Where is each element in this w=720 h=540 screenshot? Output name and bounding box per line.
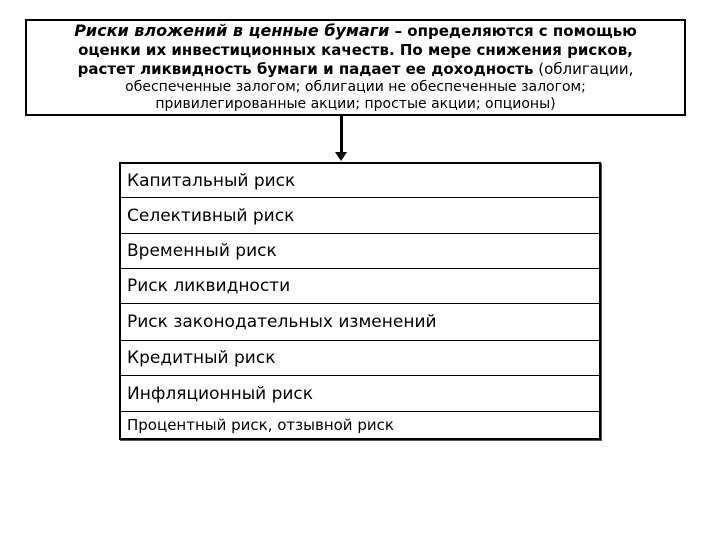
definition-line-1	[27, 21, 684, 41]
risk-item-inflation: Инфляционный риск	[121, 376, 599, 412]
risk-item-liquidity: Риск ликвидности	[121, 269, 599, 304]
risk-list	[119, 162, 601, 440]
risk-item-interest-callable: Процентный риск, отзывной риск	[127, 416, 394, 434]
definition-line-4: обеспеченные залогом; облигации не обеспеченные залогом;	[125, 79, 586, 95]
definition-line-5: привилегированные акции; простые акции; опционы)	[155, 96, 556, 112]
risk-item-temporal: Временный риск	[121, 234, 599, 269]
connector-arrow-icon	[335, 152, 347, 161]
definition-line-3-normal: (облигации,	[533, 60, 634, 78]
risk-item-credit: Кредитный риск	[121, 341, 599, 376]
definition-title: Риски вложений в ценные бумаги	[74, 21, 390, 40]
risk-item-selective: Селективный риск	[121, 198, 599, 234]
definition-line-1-rest: – определяются с помощью	[389, 22, 637, 40]
risk-item-legislative: Риск законодательных изменений	[121, 304, 599, 341]
definition-box	[25, 19, 686, 116]
definition-line-3	[27, 60, 684, 79]
connector-line	[340, 116, 343, 156]
definition-line-2: оценки их инвестиционных качеств. По мере снижения рисков,	[78, 41, 633, 59]
risk-item-capital: Капитальный риск	[121, 164, 599, 198]
definition-line-3-bold: растет ликвидность бумаги и падает ее доходность	[77, 60, 534, 78]
